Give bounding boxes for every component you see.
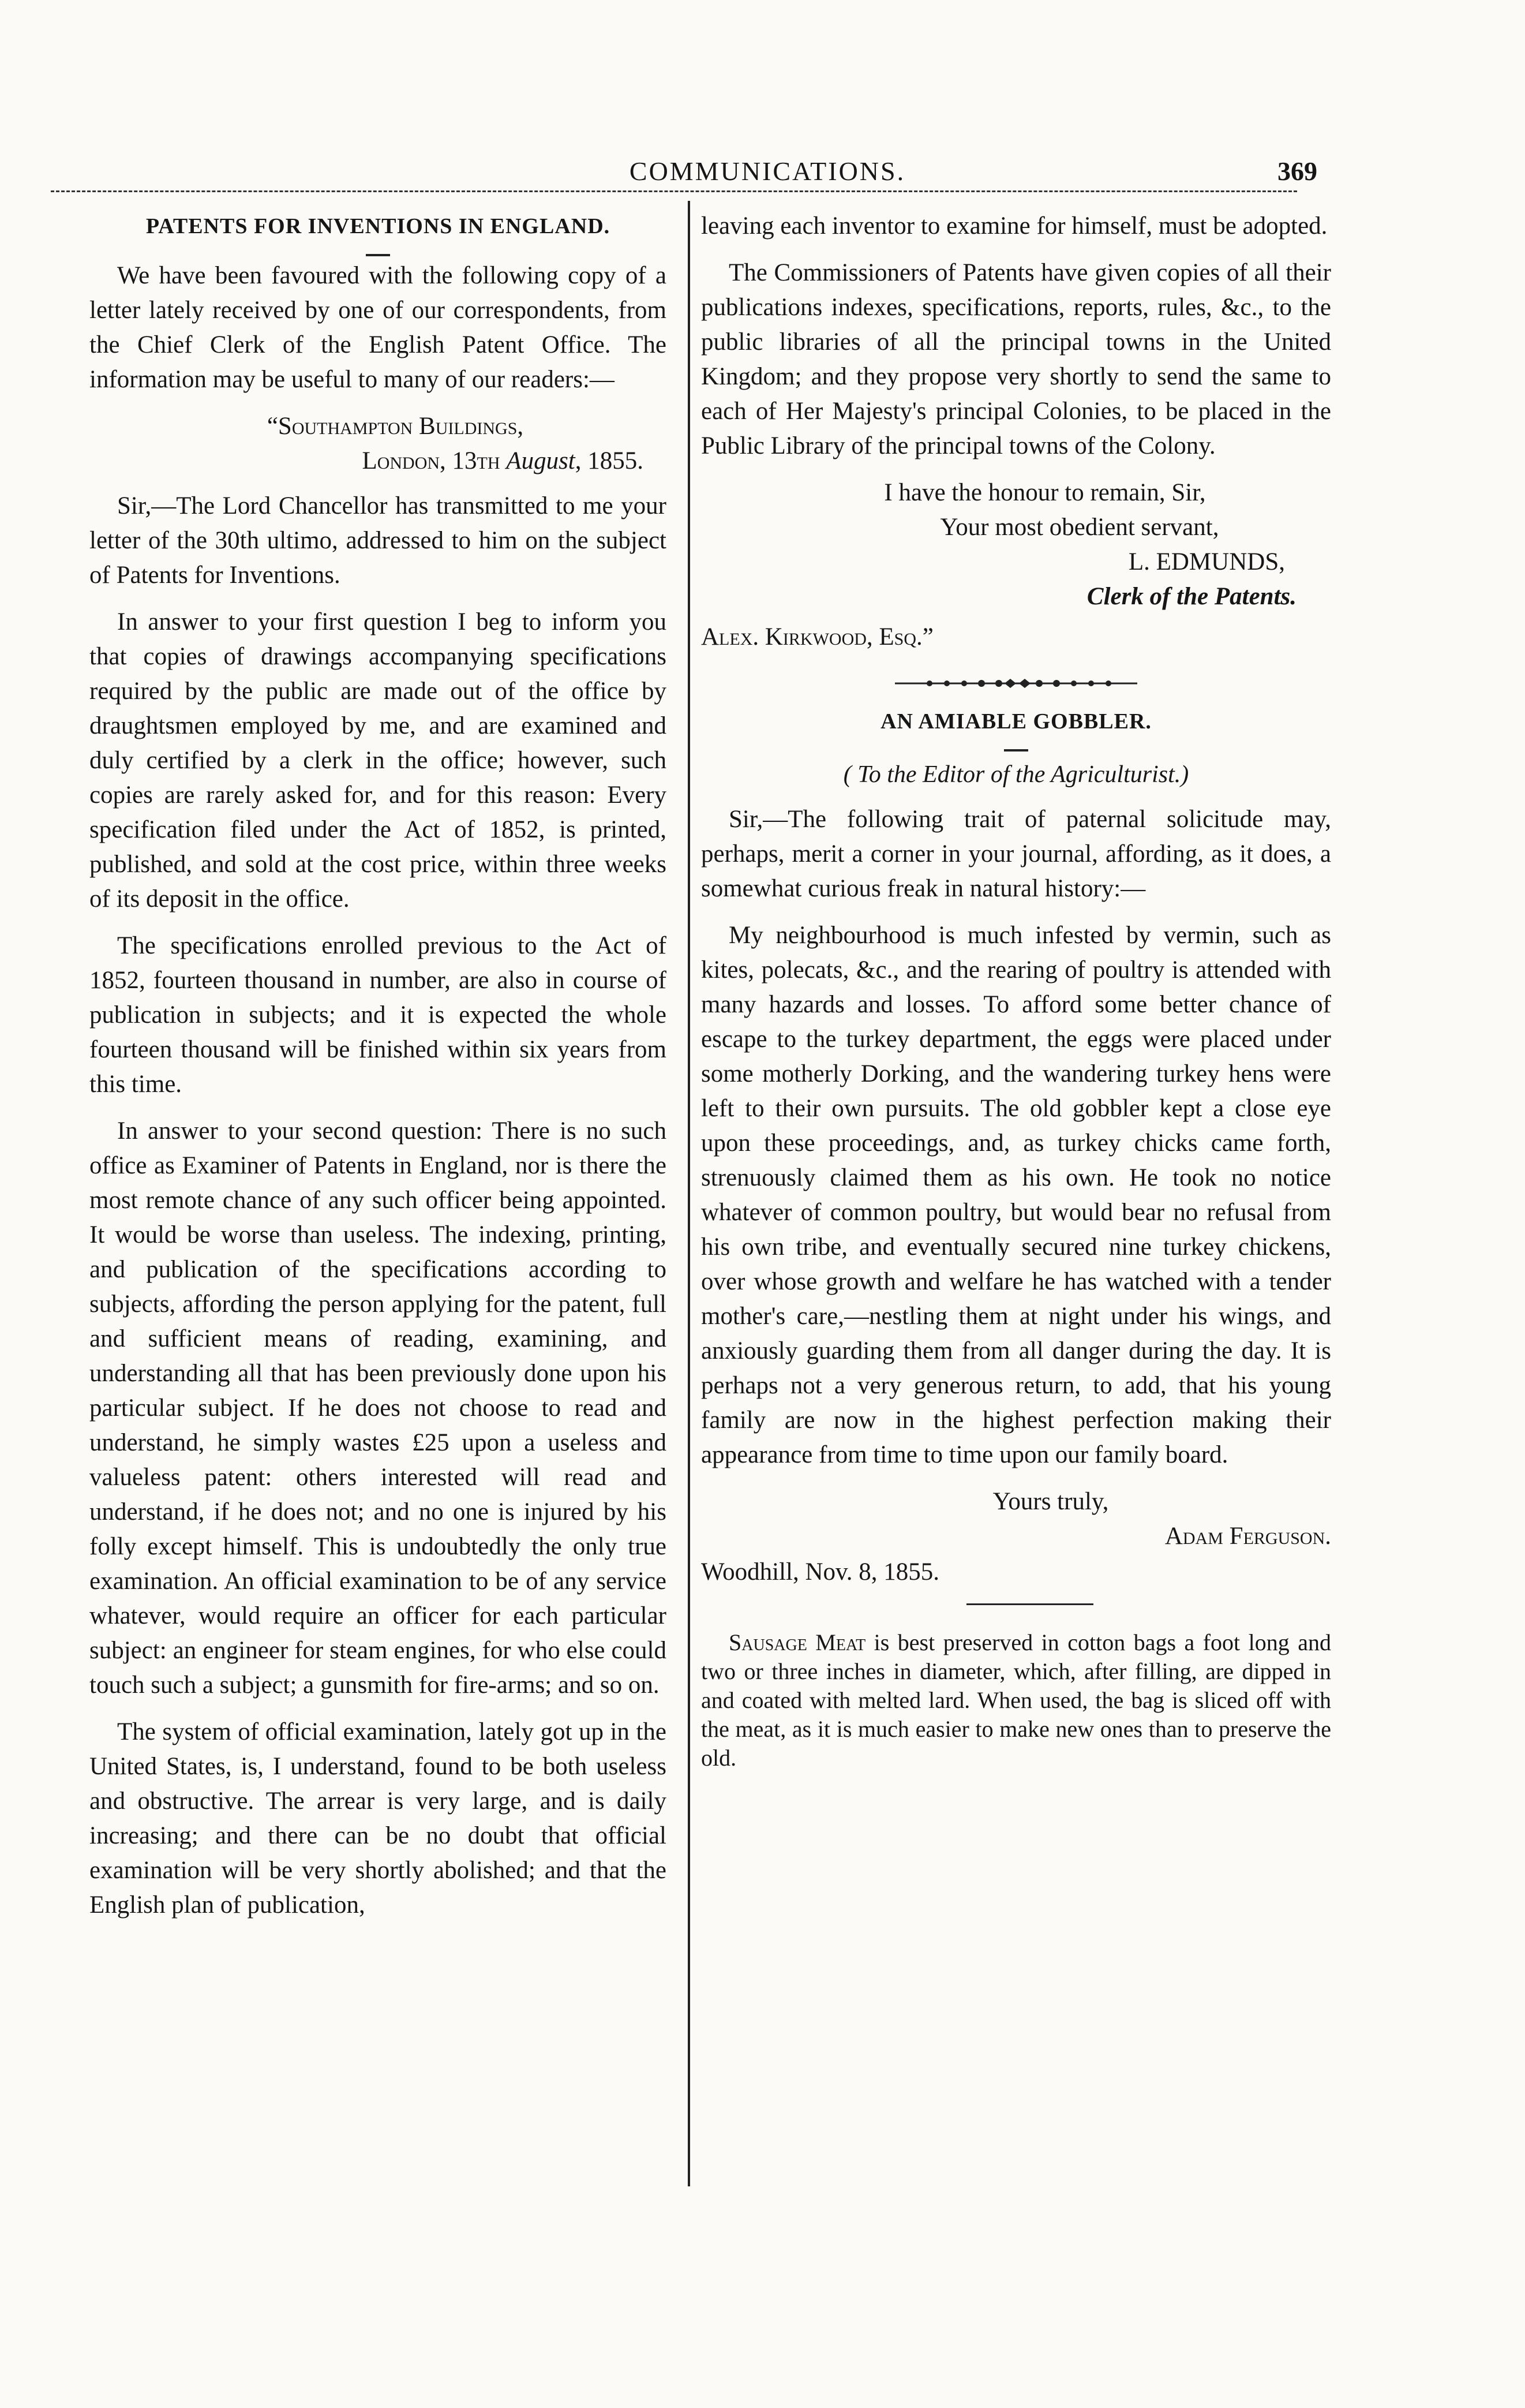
heading-rule: [1004, 749, 1028, 751]
letter-addressee: Alex. Kirkwood, Esq.”: [701, 623, 934, 650]
gobbler-paragraph: My neighbourhood is much infested by vermin, such as kites, polecats, &c., and the rearing of poultry is attended with many hazards and losses. To afford some better chance of escape to the turkey department, the eggs were placed under some motherly Dorking, and the wandering turkey hens were left to their own pursuits. The old gobbler kept a close eye upon these proceedings, and, as turkey chicks came forth, strenuously claimed them as his own. He took no notice whatever of common poultry, but would bear no refusal from his own tribe, and eventually secured nine turkey chickens, over whose growth and welfare he has watched with a tender mother's care,—nestling them at night under his wings, and anxiously guarding them from all danger during the day. It is perhaps not a very generous return, to add, that his young family are now in the highest perfection making their appearance from time to time upon our family board.: [701, 922, 1331, 1468]
letter-place: London, 13th: [362, 447, 507, 474]
gobbler-signature: Adam Ferguson.: [1164, 1523, 1331, 1550]
patents-intro: We have been favoured with the following copy of a letter lately received by one of our correspondents, from the Chief Clerk of the English Patent Office. The information may be useful to many of our readers:—: [89, 262, 666, 393]
page-number: 369: [1277, 156, 1317, 186]
gobbler-place-date: Woodhill, Nov. 8, 1855.: [701, 1558, 939, 1586]
section-title: COMMUNICATIONS.: [629, 156, 906, 186]
right-column: [701, 209, 1331, 1785]
letter-year: , 1855.: [575, 447, 643, 474]
sausage-text: is best preserved in cotton bags a foot long and two or three inches in diameter, which, after filling, are dipped in and coated with melted lard. When used, the bag is sliced off with the meat, as it is much easier to make new ones than to preserve the old.: [701, 1629, 1331, 1771]
letter-signature-title: Clerk of the Patents.: [1086, 583, 1297, 610]
running-head: [0, 156, 1525, 190]
patents-paragraph-continued: leaving each inventor to examine for himself, must be adopted.: [701, 212, 1328, 240]
patents-paragraph: The specifications enrolled previous to the Act of 1852, fourteen thousand in number, are also in course of publication in subjects; and it is expected the whole fourteen thousand will be finished within six years from this time.: [89, 932, 666, 1098]
sausage-lead: Sausage Meat: [729, 1629, 866, 1655]
gobbler-heading: AN AMIABLE GOBBLER.: [880, 709, 1152, 734]
patents-paragraph: Sir,—The Lord Chancellor has transmitted to me your letter of the 30th ultimo, addressed to him on the subject of Patents for Inventions.: [89, 492, 666, 589]
ornamental-divider: [701, 678, 1331, 689]
header-rule: [51, 190, 1297, 192]
letter-closing: I have the honour to remain, Sir,: [884, 479, 1206, 506]
column-divider: [688, 201, 690, 2186]
left-column: [89, 209, 666, 1935]
patents-paragraph: In answer to your first question I beg to inform you that copies of drawings accompanying specifications required by the public are made out of the office by draughtsmen employed by me, and are examined and duly certified by a clerk in the office; however, such copies are rarely asked for, and for this reason: Every specification filed under the Act of 1852, is printed, published, and sold at the cost price, within three weeks of its deposit in the office.: [89, 608, 666, 913]
letter-signature: L. EDMUNDS,: [1128, 548, 1285, 575]
patents-paragraph: The Commissioners of Patents have given copies of all their publications indexes, specifications, reports, rules, &c., to the public libraries of all the principal towns in the United Kingdom; and they propose very shortly to send the same to each of Her Majesty's principal Colonies, to be placed in the Public Library of the principal towns of the Colony.: [701, 259, 1331, 459]
patents-heading: PATENTS FOR INVENTIONS IN ENGLAND.: [145, 214, 610, 238]
gobbler-paragraph: Sir,—The following trait of paternal solicitude may, perhaps, merit a corner in your journal, affording, as it does, a somewhat curious freak in natural history:—: [701, 806, 1331, 902]
ornament-icon: [895, 678, 1137, 689]
section-end-rule: [966, 1603, 1093, 1605]
gobbler-closing: Yours truly,: [992, 1488, 1109, 1515]
heading-rule: [366, 254, 390, 256]
letter-date-line: [89, 444, 643, 478]
patents-paragraph: The system of official examination, lately got up in the United States, is, I understand, found to be both useless and obstructive. The arrear is very large, and is daily increasing; and there can be no doubt that official examination will be very shortly abolished; and that the English plan of publication,: [89, 1718, 666, 1919]
letter-month: August: [506, 447, 575, 474]
letter-closing: Your most obedient servant,: [940, 514, 1219, 541]
letter-address-line: “Southampton Buildings,: [267, 413, 524, 440]
sausage-paragraph: [701, 1628, 1331, 1773]
gobbler-subtitle: ( To the Editor of the Agriculturist.): [843, 761, 1189, 788]
patents-paragraph: In answer to your second question: There is no such office as Examiner of Patents in England, nor is there the most remote chance of any such officer being appointed. It would be worse than useless. The indexing, printing, and publication of the specifications according to subjects, affording the person applying for the patent, full and sufficient means of reading, examining, and understanding all that has been previously done upon his particular subject. If he does not choose to read and understand, he simply wastes £25 upon a useless and valueless patent: others interested will read and understand, if he does not; and no one is injured by his folly except himself. This is undoubtedly the only true examination. An official examination to be of any service whatever, would require an officer for each particular subject: an engineer for steam engines, for who else could touch such a subject; a gunsmith for fire-arms; and so on.: [89, 1117, 666, 1699]
